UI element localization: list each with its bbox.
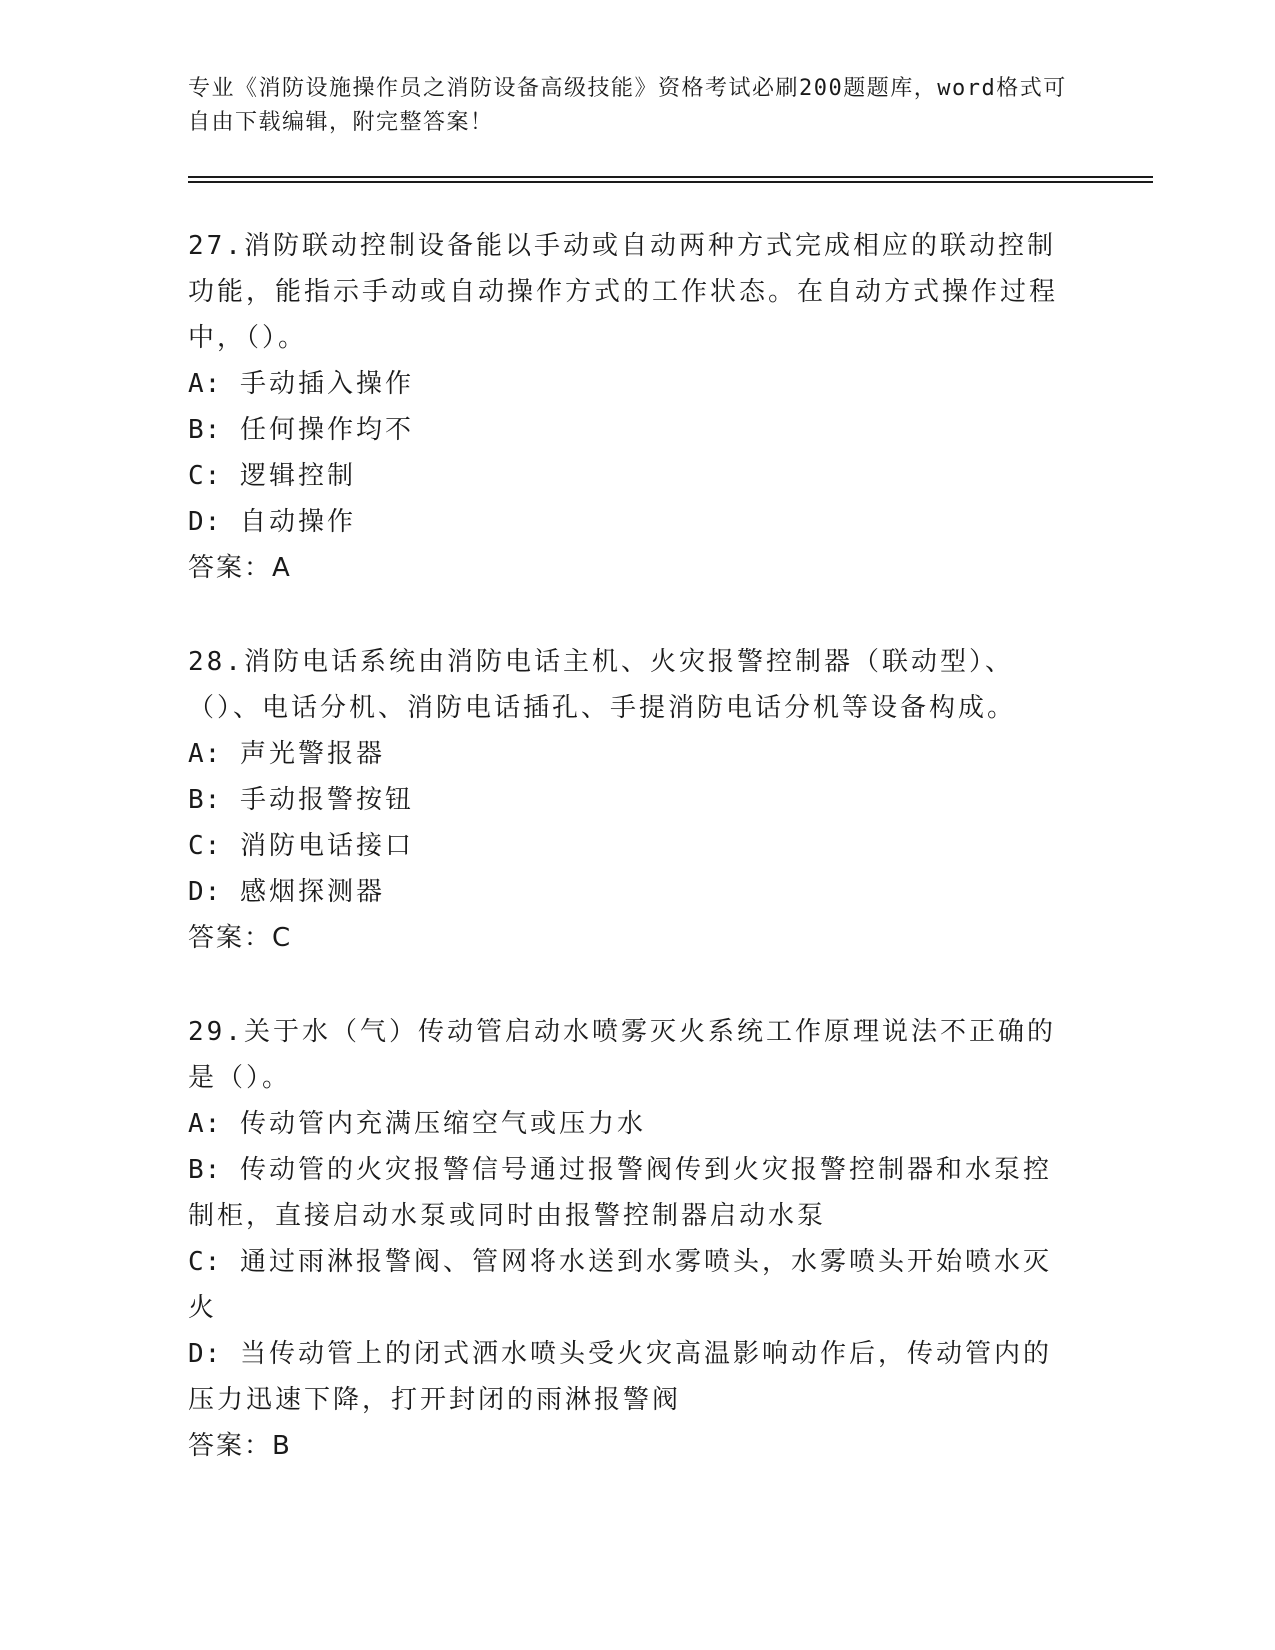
- option-letter: D:: [188, 877, 222, 907]
- option-c: [188, 1239, 1068, 1331]
- option-a: [188, 1101, 1068, 1147]
- question-stem: 28.消防电话系统由消防电话主机、火灾报警控制器（联动型）、（）、电话分机、消防电话插孔、手提消防电话分机等设备构成。: [188, 647, 1017, 723]
- option-text: 手动报警按钮: [239, 785, 414, 815]
- option-b: [188, 777, 1068, 823]
- option-text: 任何操作均不: [239, 415, 414, 445]
- option-letter: A:: [188, 739, 222, 769]
- question-29: [188, 1009, 1148, 1469]
- question-list: [188, 223, 1148, 1469]
- document-header: 专业《消防设施操作员之消防设备高级技能》资格考试必刷200题题库，word格式可自由下载编辑，附完整答案！: [188, 76, 1067, 135]
- option-text: 当传动管上的闭式洒水喷头受火灾高温影响动作后，传动管内的压力迅速下降，打开封闭的雨淋报警阀: [188, 1339, 1052, 1415]
- option-text: 传动管的火灾报警信号通过报警阀传到火灾报警控制器和水泵控制柜，直接启动水泵或同时由报警控制器启动水泵: [188, 1155, 1052, 1231]
- option-letter: A:: [188, 1109, 222, 1139]
- option-letter: B:: [188, 1155, 222, 1185]
- option-letter: C:: [188, 831, 222, 861]
- option-text: 自动操作: [239, 507, 356, 537]
- question-27: [188, 223, 1148, 591]
- question-28: [188, 639, 1148, 961]
- option-d: [188, 1331, 1068, 1423]
- question-stem: 27.消防联动控制设备能以手动或自动两种方式完成相应的联动控制功能，能指示手动或自动操作方式的工作状态。在自动方式操作过程中，（）。: [188, 231, 1059, 353]
- option-d: [188, 869, 1068, 915]
- option-b: [188, 407, 1068, 453]
- option-letter: D:: [188, 507, 222, 537]
- option-d: [188, 499, 1068, 545]
- option-c: [188, 453, 1068, 499]
- header-double-rule: [188, 176, 1153, 183]
- option-letter: B:: [188, 785, 222, 815]
- option-text: 手动插入操作: [239, 369, 414, 399]
- document-page: [188, 72, 1148, 1517]
- option-b: [188, 1147, 1068, 1239]
- option-letter: D:: [188, 1339, 222, 1369]
- answer-line: 答案：C: [188, 923, 293, 953]
- option-letter: A:: [188, 369, 222, 399]
- option-a: [188, 361, 1068, 407]
- option-letter: C:: [188, 1247, 222, 1277]
- option-text: 传动管内充满压缩空气或压力水: [239, 1109, 646, 1139]
- answer-line: 答案：B: [188, 1431, 292, 1461]
- answer-line: 答案：A: [188, 553, 292, 583]
- question-stem: 29.关于水（气）传动管启动水喷雾灭火系统工作原理说法不正确的是（）。: [188, 1017, 1056, 1093]
- option-text: 通过雨淋报警阀、管网将水送到水雾喷头，水雾喷头开始喷水灭火: [188, 1247, 1052, 1323]
- option-text: 消防电话接口: [239, 831, 414, 861]
- rule-bottom: [188, 181, 1153, 183]
- option-letter: B:: [188, 415, 222, 445]
- option-text: 声光警报器: [239, 739, 385, 769]
- option-text: 逻辑控制: [239, 461, 356, 491]
- option-letter: C:: [188, 461, 222, 491]
- rule-top: [188, 176, 1153, 178]
- option-a: [188, 731, 1068, 777]
- option-text: 感烟探测器: [239, 877, 385, 907]
- option-c: [188, 823, 1068, 869]
